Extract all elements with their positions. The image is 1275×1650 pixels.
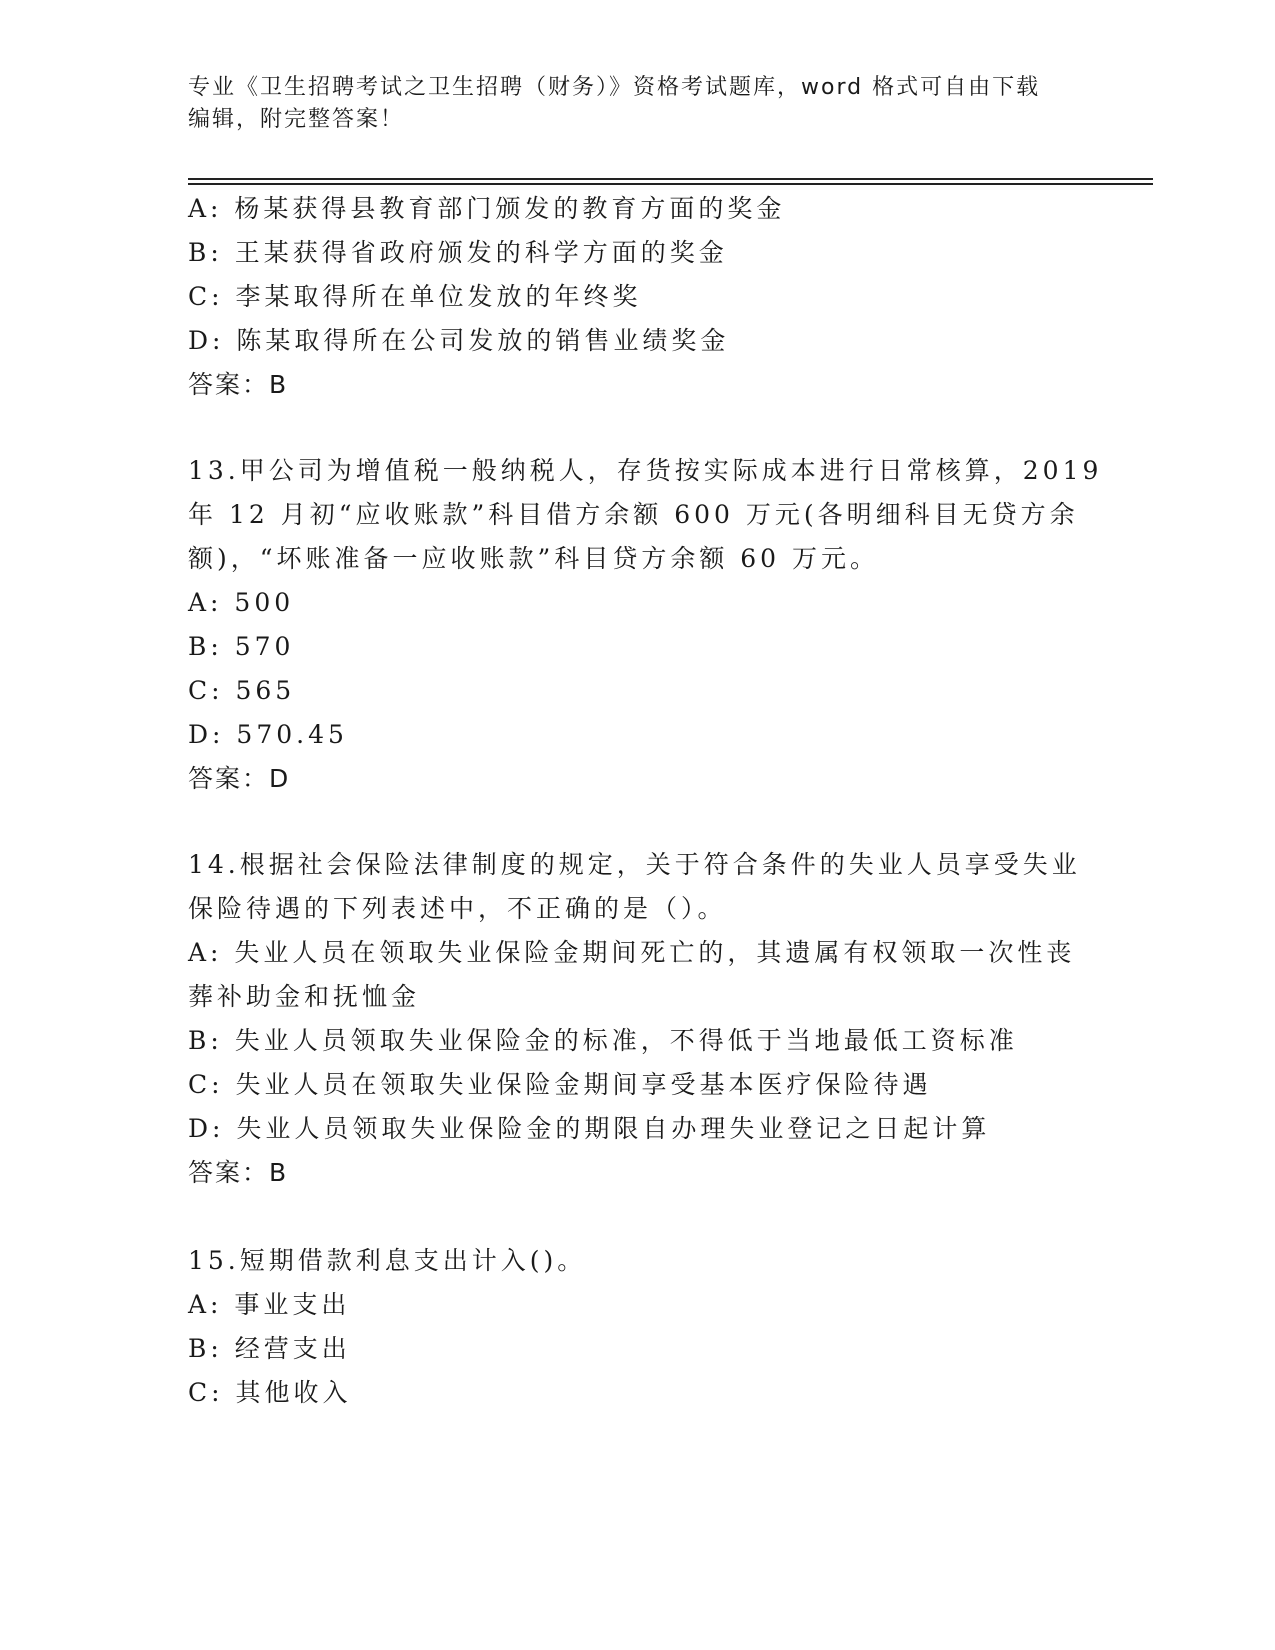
q14-stem-line-1: 14.根据社会保险法律制度的规定，关于符合条件的失业人员享受失业 bbox=[188, 850, 1081, 879]
q15-option-b: B: 经营支出 bbox=[188, 1334, 351, 1363]
header-line-2: 编辑，附完整答案！ bbox=[188, 107, 405, 132]
q13-stem-line-3: 额)，“坏账准备一应收账款”科目贷方余额 60 万元。 bbox=[188, 544, 880, 573]
q14-answer: 答案：B bbox=[188, 1158, 289, 1187]
q12-option-c: C: 李某取得所在单位发放的年终奖 bbox=[188, 282, 642, 311]
q13-answer: 答案：D bbox=[188, 764, 291, 793]
q14-option-c: C: 失业人员在领取失业保险金期间享受基本医疗保险待遇 bbox=[188, 1070, 932, 1099]
q13-option-c: C: 565 bbox=[188, 676, 296, 705]
q14-option-a-line-1: A: 失业人员在领取失业保险金期间死亡的，其遗属有权领取一次性丧 bbox=[188, 938, 1076, 967]
q14-stem-line-2: 保险待遇的下列表述中，不正确的是（）。 bbox=[188, 894, 727, 923]
q13-option-d: D: 570.45 bbox=[188, 720, 348, 749]
header-line-1: 专业《卫生招聘考试之卫生招聘（财务）》资格考试题库，word 格式可自由下载 bbox=[188, 75, 1041, 100]
document-header bbox=[188, 72, 1068, 136]
q13-option-b: B: 570 bbox=[188, 632, 295, 661]
q15-option-a: A: 事业支出 bbox=[188, 1290, 351, 1319]
q12-answer: 答案：B bbox=[188, 370, 289, 399]
q13-stem-line-2: 年 12 月初“应收账款”科目借方余额 600 万元(各明细科目无贷方余 bbox=[188, 500, 1079, 529]
q14-option-d: D: 失业人员领取失业保险金的期限自办理失业登记之日起计算 bbox=[188, 1114, 991, 1143]
header-divider-top bbox=[188, 178, 1153, 180]
q12-option-d: D: 陈某取得所在公司发放的销售业绩奖金 bbox=[188, 326, 730, 355]
q14-option-a-line-2: 葬补助金和抚恤金 bbox=[188, 982, 421, 1011]
q15-option-c: C: 其他收入 bbox=[188, 1378, 352, 1407]
q12-option-b: B: 王某获得省政府颁发的科学方面的奖金 bbox=[188, 238, 728, 267]
q13-option-a: A: 500 bbox=[188, 588, 295, 617]
q15-stem-line-1: 15.短期借款利息支出计入()。 bbox=[188, 1246, 587, 1275]
q14-option-b: B: 失业人员领取失业保险金的标准，不得低于当地最低工资标准 bbox=[188, 1026, 1018, 1055]
q12-option-a: A: 杨某获得县教育部门颁发的教育方面的奖金 bbox=[188, 194, 786, 223]
header-divider-bottom bbox=[188, 183, 1153, 185]
q13-stem-line-1: 13.甲公司为增值税一般纳税人，存货按实际成本进行日常核算，2019 bbox=[188, 456, 1103, 485]
